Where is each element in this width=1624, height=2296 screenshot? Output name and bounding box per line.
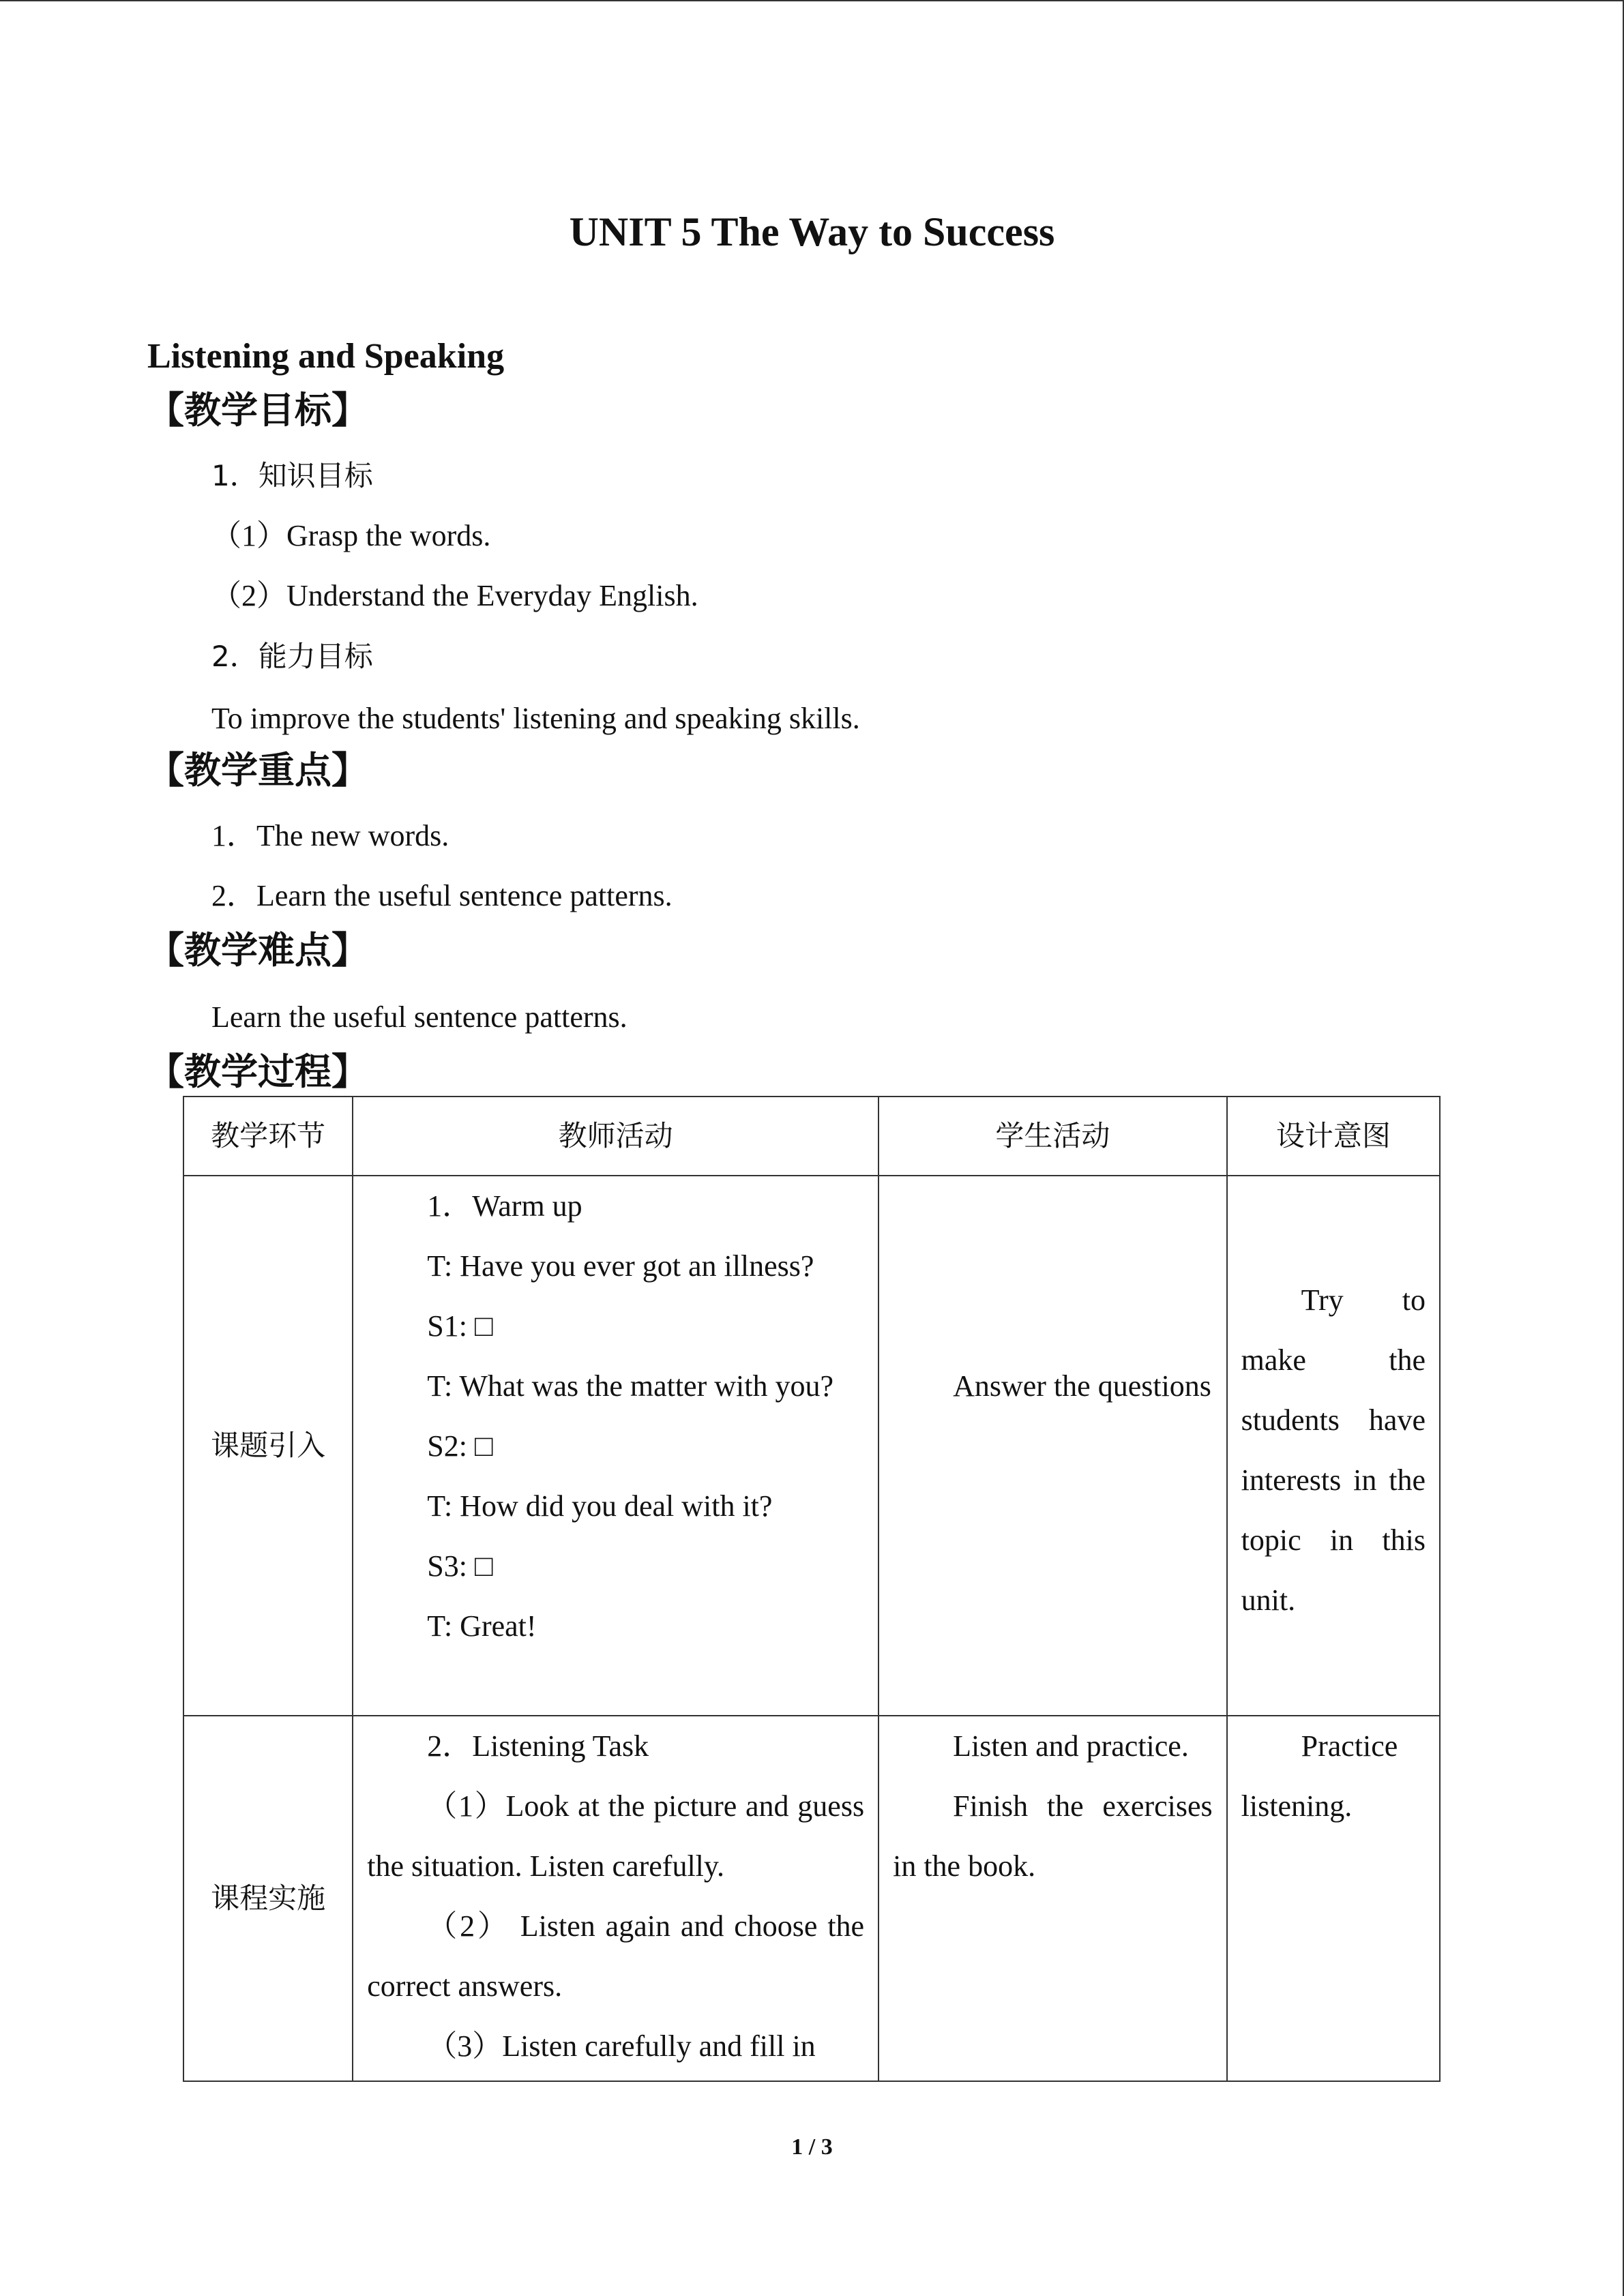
teacher-line: T: Great! xyxy=(427,1609,537,1643)
page-border-top xyxy=(0,0,1624,1)
key-point-item: 2．Learn the useful sentence patterns. xyxy=(211,879,673,912)
design-text: Practice listening. xyxy=(1241,1729,1398,1823)
teacher-line: 1．Warm up xyxy=(427,1189,582,1223)
teacher-line: （1）Look at the picture and guess the situation. Listen carefully. xyxy=(367,1789,865,1883)
knowledge-label: 1．知识目标 xyxy=(211,459,373,492)
header-teacher-activity: 教师活动 xyxy=(353,1097,879,1176)
design-intent-cell xyxy=(1227,1716,1440,2081)
teacher-line: T: How did you deal with it? xyxy=(427,1489,773,1523)
student-activity-cell xyxy=(879,1716,1227,2081)
teacher-line: T: Have you ever got an illness? xyxy=(427,1249,814,1283)
teacher-line: 2．Listening Task xyxy=(427,1729,649,1763)
teacher-line: S1: □ xyxy=(427,1309,493,1343)
stage-cell: 课题引入 xyxy=(183,1176,353,1716)
table-row xyxy=(183,1716,1440,2081)
stage-cell: 课程实施 xyxy=(183,1716,353,2081)
ability-text: To improve the students' listening and speaking skills. xyxy=(211,702,860,735)
table-row xyxy=(183,1176,1440,1716)
document-title: UNIT 5 The Way to Success xyxy=(569,209,1055,254)
knowledge-item: （2）Understand the Everyday English. xyxy=(211,579,698,612)
key-point-item: 1．The new words. xyxy=(211,819,449,852)
header-student-activity: 学生活动 xyxy=(879,1097,1227,1176)
student-line: Finish the exercises in the book. xyxy=(893,1789,1213,1883)
teacher-activity-cell xyxy=(353,1716,879,2081)
header-stage: 教学环节 xyxy=(183,1097,353,1176)
ability-label: 2．能力目标 xyxy=(211,640,373,673)
design-intent-cell xyxy=(1227,1176,1440,1716)
teacher-line: T: What was the matter with you? xyxy=(427,1369,833,1403)
difficulty-text: Learn the useful sentence patterns. xyxy=(211,1000,628,1034)
objectives-heading: 【教学目标】 xyxy=(147,389,368,432)
teacher-activity-cell xyxy=(353,1176,879,1716)
teacher-line: （2） Listen again and choose the correct answers. xyxy=(367,1909,865,2003)
student-text: Answer the questions xyxy=(953,1369,1211,1403)
student-line: Listen and practice. xyxy=(953,1729,1189,1763)
key-points-heading: 【教学重点】 xyxy=(147,749,368,792)
design-text: Try to make the students have interests in the topic in this unit. xyxy=(1241,1283,1426,1617)
lesson-process-table xyxy=(183,1096,1441,2082)
header-design-intent: 设计意图 xyxy=(1227,1097,1440,1176)
knowledge-item: （1）Grasp the words. xyxy=(211,519,491,552)
teacher-line: S3: □ xyxy=(427,1549,493,1583)
document-subtitle: Listening and Speaking xyxy=(147,337,505,376)
difficulties-heading: 【教学难点】 xyxy=(147,929,368,972)
process-heading: 【教学过程】 xyxy=(147,1050,368,1093)
table-header-row xyxy=(183,1097,1440,1176)
teacher-line: S2: □ xyxy=(427,1429,493,1463)
teacher-line: （3）Listen carefully and fill in xyxy=(427,2029,816,2063)
page-number: 1 / 3 xyxy=(791,2134,833,2160)
student-activity-cell xyxy=(879,1176,1227,1716)
